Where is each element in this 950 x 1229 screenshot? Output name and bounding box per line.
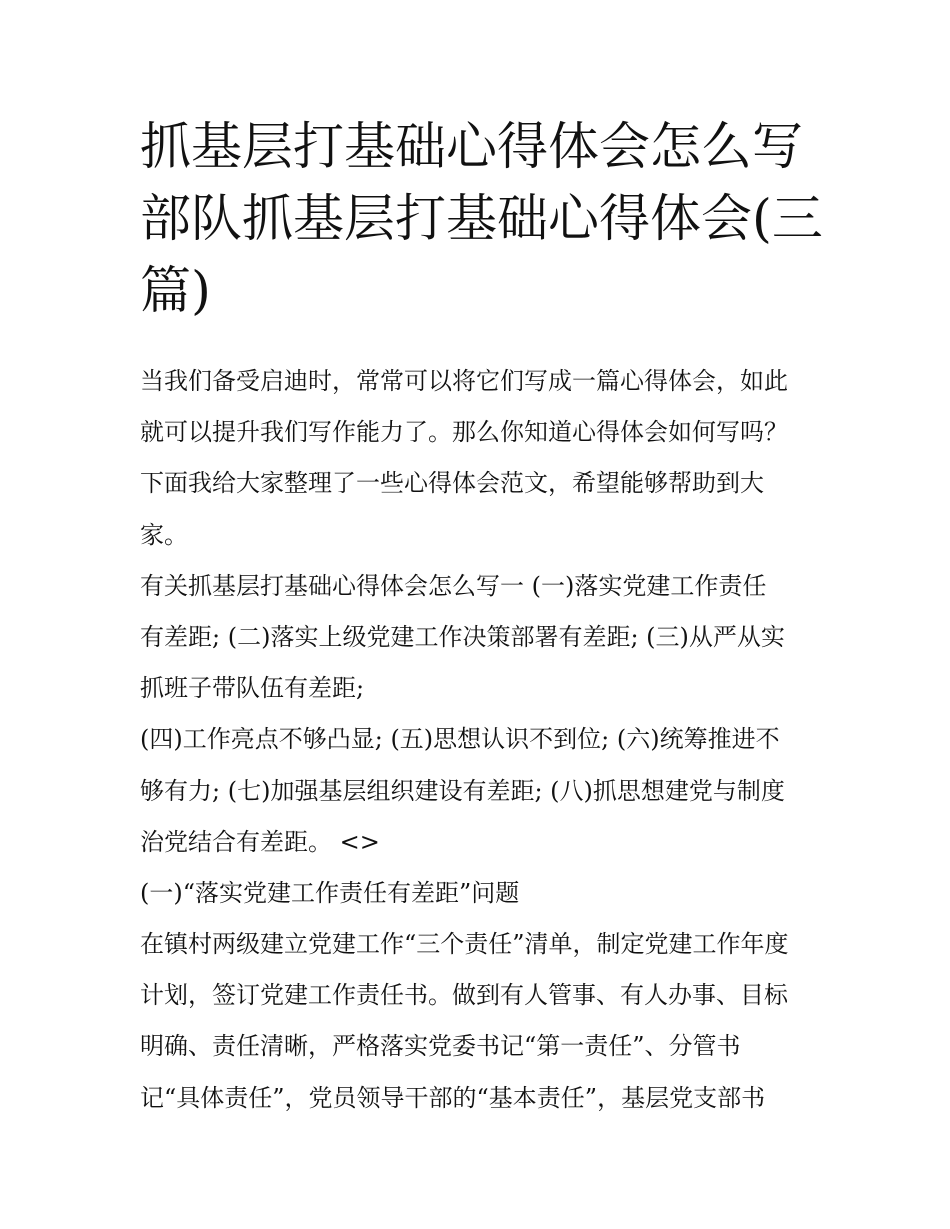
body-line: 就可以提升我们写作能力了。那么你知道心得体会如何写吗？ <box>140 418 788 447</box>
body-line: 够有力; (七)加强基层组织建设有差距; (八)抓思想建党与制度 <box>140 776 785 805</box>
body-line: 明确、责任清晰，严格落实党委书记“第一责任”、分管书 <box>140 1032 741 1061</box>
body-line: 家。 <box>140 520 188 549</box>
document-body <box>140 356 830 1124</box>
body-line: 记“具体责任”，党员领导干部的“基本责任”，基层党支部书 <box>140 1083 766 1112</box>
body-line: 当我们备受启迪时，常常可以将它们写成一篇心得体会，如此 <box>140 367 788 395</box>
body-line: (四)工作亮点不够凸显; (五)思想认识不到位; (六)统筹推进不 <box>140 725 780 754</box>
body-line: 治党结合有差距。 <> <box>140 827 380 856</box>
body-line: 在镇村两级建立党建工作“三个责任”清单，制定党建工作年度 <box>140 930 789 959</box>
body-line: 计划，签订党建工作责任书。做到有人管事、有人办事、目标 <box>140 981 788 1010</box>
title-line: 篇) <box>140 262 211 321</box>
body-line: 有差距; (二)落实上级党建工作决策部署有差距; (三)从严从实 <box>140 622 785 651</box>
title-line: 抓基层打基础心得体会怎么写 <box>140 118 804 177</box>
title-line: 部队抓基层打基础心得体会(三 <box>140 190 823 249</box>
body-line: 有关抓基层打基础心得体会怎么写一 (一)落实党建工作责任 <box>140 571 767 600</box>
document-title <box>140 112 830 328</box>
body-line: (一)“落实党建工作责任有差距”问题 <box>140 878 520 907</box>
body-line: 抓班子带队伍有差距; <box>140 674 365 703</box>
body-line: 下面我给大家整理了一些心得体会范文，希望能够帮助到大 <box>140 469 764 498</box>
